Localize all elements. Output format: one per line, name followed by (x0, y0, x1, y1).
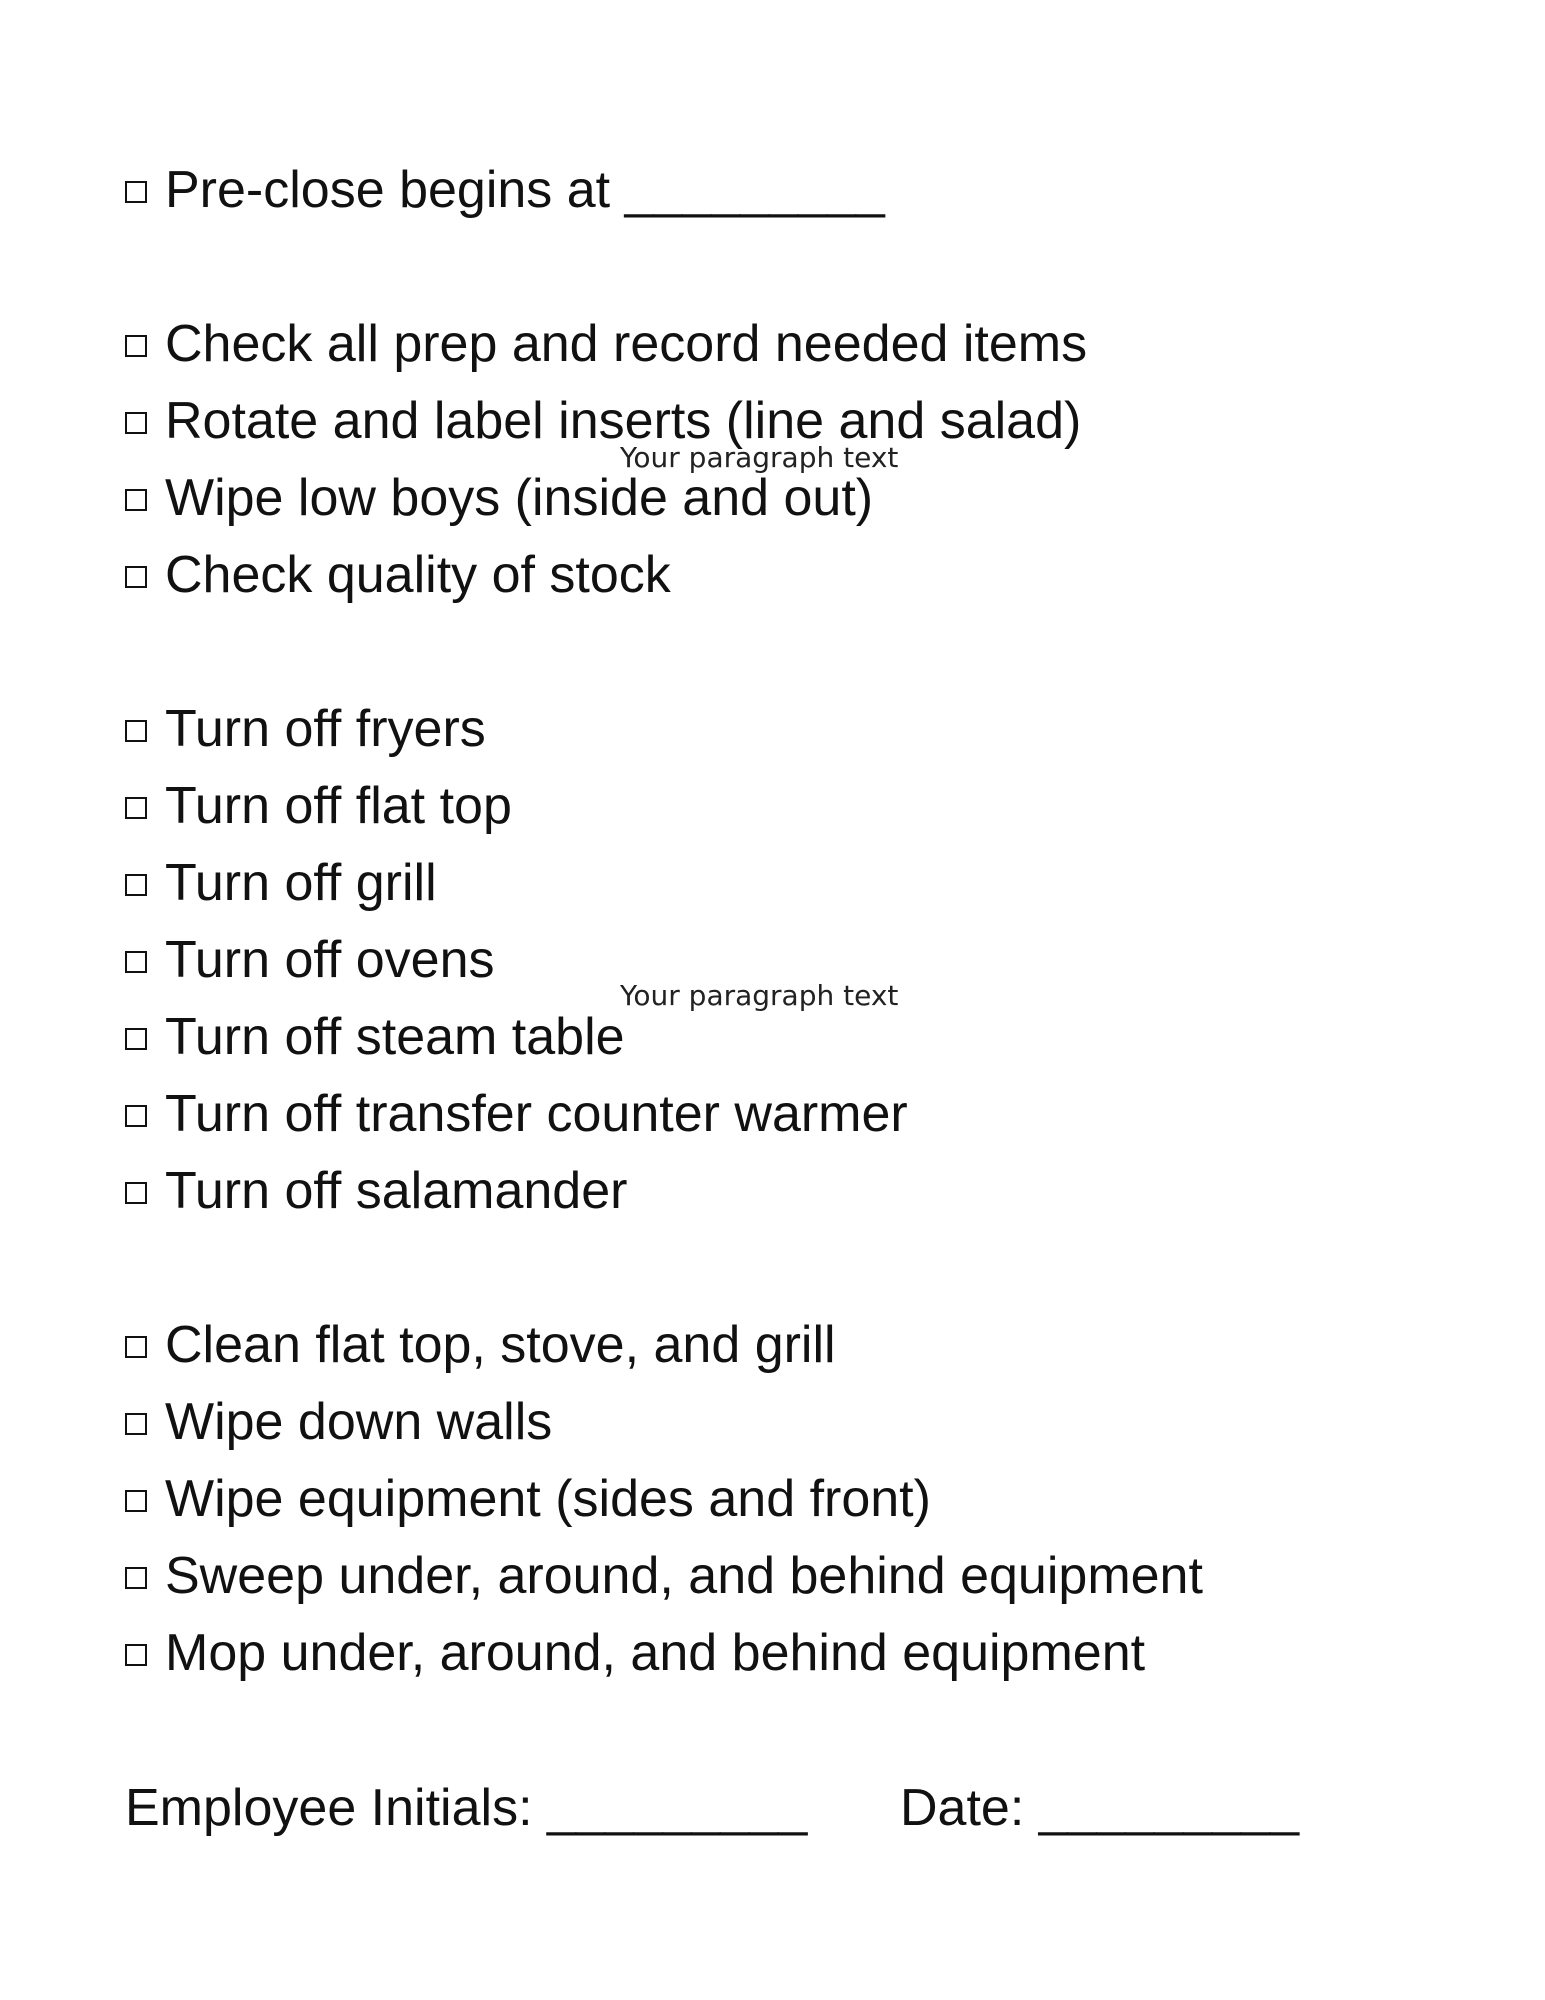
checklist-item (125, 699, 486, 759)
checklist-item-label: Clean flat top, stove, and grill (165, 1316, 836, 1374)
checklist-item (125, 545, 671, 605)
checklist-item-label: Turn off flat top (165, 777, 512, 835)
checklist-item-label: Turn off fryers (165, 700, 486, 758)
checkbox[interactable] (125, 566, 147, 588)
checklist-item (125, 1546, 1203, 1606)
checklist-item-label: Check quality of stock (165, 546, 671, 604)
checklist-item (125, 468, 873, 528)
checkbox[interactable] (125, 412, 147, 434)
checkbox[interactable] (125, 1105, 147, 1127)
checklist-item-label: Mop under, around, and behind equipment (165, 1624, 1146, 1682)
employee-initials-field: Employee Initials: _________ (125, 1779, 808, 1837)
checkbox[interactable] (125, 335, 147, 357)
checklist-item-label: Rotate and label inserts (line and salad) (165, 392, 1082, 450)
checklist-item-label: Turn off steam table (165, 1008, 625, 1066)
checkbox[interactable] (125, 1028, 147, 1050)
checkbox[interactable] (125, 1336, 147, 1358)
checklist-item-label: Pre-close begins at _________ (165, 161, 885, 219)
checklist-item (125, 1315, 836, 1375)
checklist-item-label: Turn off ovens (165, 931, 495, 989)
checklist-item (125, 1161, 627, 1221)
checklist-item (125, 1469, 931, 1529)
checklist-item (125, 314, 1087, 374)
checkbox[interactable] (125, 1413, 147, 1435)
checklist-item-label: Turn off salamander (165, 1162, 628, 1220)
checkbox[interactable] (125, 797, 147, 819)
checklist-item (125, 1084, 908, 1144)
checklist-item-label: Check all prep and record needed items (165, 315, 1088, 373)
checkbox[interactable] (125, 1644, 147, 1666)
checkbox[interactable] (125, 951, 147, 973)
checkbox[interactable] (125, 720, 147, 742)
checklist-item-label: Wipe down walls (165, 1393, 553, 1451)
checkbox[interactable] (125, 1490, 147, 1512)
checklist-item-label: Sweep under, around, and behind equipment (165, 1547, 1203, 1605)
checklist-item-preclose (125, 160, 885, 220)
checklist-item (125, 853, 437, 913)
checklist-item-label: Turn off grill (165, 854, 437, 912)
checklist-item (125, 1392, 552, 1452)
checklist-item (125, 1623, 1145, 1683)
date-field: Date: _________ (900, 1779, 1300, 1837)
checklist-item-label: Turn off transfer counter warmer (165, 1085, 908, 1143)
paragraph-text-placeholder[interactable]: Your paragraph text (620, 441, 899, 474)
paragraph-text-placeholder[interactable]: Your paragraph text (620, 979, 899, 1012)
checkbox[interactable] (125, 1182, 147, 1204)
checklist-item (125, 776, 512, 836)
checklist-item (125, 391, 1081, 451)
checklist-item-label: Wipe low boys (inside and out) (165, 469, 874, 527)
checkbox[interactable] (125, 874, 147, 896)
checklist-item (125, 1007, 625, 1067)
checkbox[interactable] (125, 1567, 147, 1589)
checklist-item-label: Wipe equipment (sides and front) (165, 1470, 931, 1528)
checkbox[interactable] (125, 489, 147, 511)
checklist-item (125, 930, 495, 990)
checkbox[interactable] (125, 181, 147, 203)
